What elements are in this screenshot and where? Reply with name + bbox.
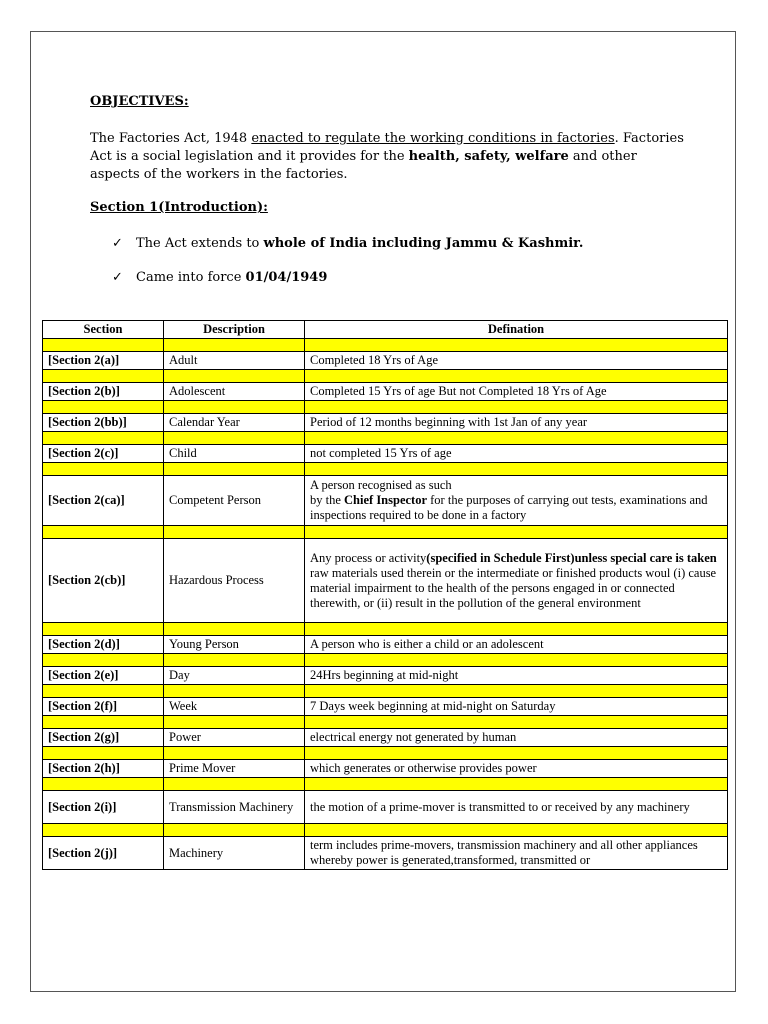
section-cell: [Section 2(c)]	[43, 445, 164, 463]
definition-cell: Completed 15 Yrs of age But not Completed 18 Yrs of Age	[305, 383, 728, 401]
table-row	[43, 729, 728, 747]
description-cell: Competent Person	[164, 476, 305, 526]
objectives-heading: OBJECTIVES:	[90, 94, 189, 109]
description-cell: Child	[164, 445, 305, 463]
section-cell: [Section 2(ca)]	[43, 476, 164, 526]
description-cell: Transmission Machinery	[164, 791, 305, 824]
highlight-spacer-row	[43, 401, 728, 414]
definition-cell: 24Hrs beginning at mid-night	[305, 667, 728, 685]
description-cell: Week	[164, 698, 305, 716]
description-cell: Day	[164, 667, 305, 685]
description-cell: Machinery	[164, 837, 305, 870]
table-row	[43, 760, 728, 778]
description-cell: Adult	[164, 352, 305, 370]
definition-cell: not completed 15 Yrs of age	[305, 445, 728, 463]
header-section: Section	[43, 321, 164, 339]
bullet-text: The Act extends to	[136, 236, 264, 251]
description-cell: Young Person	[164, 636, 305, 654]
highlight-spacer-row	[43, 526, 728, 539]
highlight-spacer-row	[43, 370, 728, 383]
definitions-table	[42, 320, 728, 870]
definition-text: term includes prime-movers, transmission machinery and all other appliances whereby power is generated,transformed, transmitted or	[310, 838, 698, 867]
highlight-spacer-row	[43, 685, 728, 698]
highlight-spacer-row	[43, 432, 728, 445]
intro-bold-text: health, safety, welfare	[408, 149, 569, 164]
table-row	[43, 383, 728, 401]
table-header-row	[43, 321, 728, 339]
highlight-spacer-row	[43, 654, 728, 667]
table-row	[43, 791, 728, 824]
definition-cell: 7 Days week beginning at mid-night on Saturday	[305, 698, 728, 716]
table-row	[43, 667, 728, 685]
highlight-spacer-row	[43, 747, 728, 760]
section-cell: [Section 2(i)]	[43, 791, 164, 824]
definition-cell: Period of 12 months beginning with 1st Jan of any year	[305, 414, 728, 432]
bullet-bold-text: whole of India including Jammu & Kashmir.	[263, 236, 584, 251]
section-cell: [Section 2(f)]	[43, 698, 164, 716]
section-cell: [Section 2(j)]	[43, 837, 164, 870]
section-cell: [Section 2(bb)]	[43, 414, 164, 432]
bullet-extent	[112, 236, 583, 251]
description-cell: Adolescent	[164, 383, 305, 401]
section-cell: [Section 2(cb)]	[43, 539, 164, 623]
description-cell: Calendar Year	[164, 414, 305, 432]
highlight-spacer-row	[43, 339, 728, 352]
section-cell: [Section 2(h)]	[43, 760, 164, 778]
definition-cell: A person who is either a child or an adolescent	[305, 636, 728, 654]
checkmark-icon: ✓	[112, 236, 123, 251]
bullet-bold-text: 01/04/1949	[245, 270, 328, 285]
definition-bold-text: unless special care is taken	[574, 550, 717, 565]
highlight-spacer-row	[43, 824, 728, 837]
intro-underlined-text: enacted to regulate the working conditions in factories	[251, 131, 615, 146]
section-cell: [Section 2(d)]	[43, 636, 164, 654]
definition-bold-text: (specified in Schedule First)	[426, 550, 575, 565]
highlight-spacer-row	[43, 463, 728, 476]
definition-cell: electrical energy not generated by human	[305, 729, 728, 747]
definition-cell	[305, 476, 728, 526]
section-1-heading: Section 1(Introduction):	[90, 200, 268, 215]
intro-text-1: The Factories Act, 1948	[90, 131, 252, 146]
intro-text-3: and other aspects of the workers in the factories.	[90, 149, 637, 182]
definition-cell	[305, 837, 728, 870]
table-row	[43, 414, 728, 432]
definition-cell: the motion of a prime-mover is transmitted to or received by any machinery	[305, 791, 728, 824]
definition-bold-text: Chief Inspector	[344, 493, 428, 507]
intro-text-2: . Factories Act is a social legislation and it provides for the	[90, 131, 684, 164]
description-cell: Power	[164, 729, 305, 747]
section-cell: [Section 2(b)]	[43, 383, 164, 401]
description-cell: Prime Mover	[164, 760, 305, 778]
table-row	[43, 837, 728, 870]
header-description: Description	[164, 321, 305, 339]
intro-paragraph	[90, 130, 690, 184]
description-cell: Hazardous Process	[164, 539, 305, 623]
highlight-spacer-row	[43, 623, 728, 636]
table-row	[43, 539, 728, 623]
section-cell: [Section 2(g)]	[43, 729, 164, 747]
definition-text: Any process or activity	[310, 550, 427, 565]
bullet-commencement	[112, 270, 327, 285]
table-row	[43, 476, 728, 526]
definition-cell: Completed 18 Yrs of Age	[305, 352, 728, 370]
definition-text: A person recognised as such	[310, 478, 452, 492]
table-row	[43, 636, 728, 654]
highlight-spacer-row	[43, 778, 728, 791]
definition-text: raw materials used therein or the intermediate or finished products woul (i) cause material impairment to the health of the persons engaged in or connected therewith, or (ii) result in the pollution of the general environment	[310, 565, 717, 610]
definition-cell	[305, 539, 728, 623]
definition-text: by the	[310, 493, 345, 507]
definition-cell: which generates or otherwise provides power	[305, 760, 728, 778]
section-cell: [Section 2(a)]	[43, 352, 164, 370]
table-row	[43, 352, 728, 370]
checkmark-icon: ✓	[112, 270, 123, 285]
definition-text: for the purposes of carrying out tests, examinations and inspections required to be done in a factory	[310, 493, 708, 522]
table-row	[43, 445, 728, 463]
table-row	[43, 698, 728, 716]
section-cell: [Section 2(e)]	[43, 667, 164, 685]
bullet-text: Came into force	[136, 270, 246, 285]
header-defination: Defination	[305, 321, 728, 339]
highlight-spacer-row	[43, 716, 728, 729]
